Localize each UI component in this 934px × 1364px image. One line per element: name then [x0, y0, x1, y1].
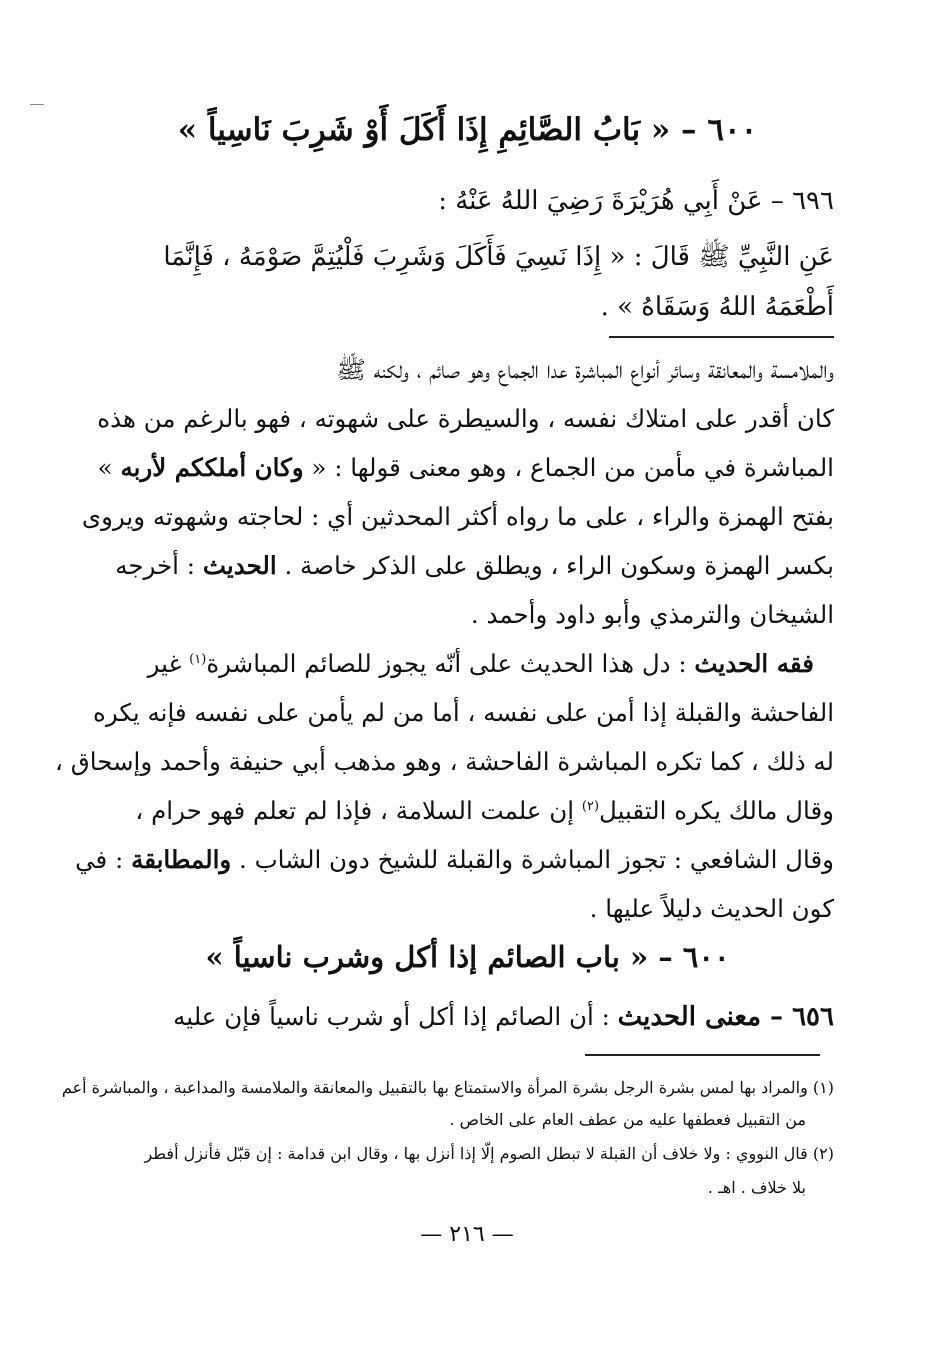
- commentary-line: الشيخان والترمذي وأبو داود وأحمد .: [470, 600, 834, 629]
- commentary-line: كان أقدر على امتلاك نفسه ، والسيطرة على شهوته ، فهو بالرغم من هذه: [97, 404, 834, 433]
- hadith-line-3: أَطْعَمَهُ اللهُ وَسَقَاهُ » .: [600, 292, 834, 322]
- footnote-line: (٢) قال النووي : ولا خلاف أن القبلة لا تبطل الصوم إلّا إذا أنزل بها ، وقال ابن قدامة : إن قبّل فأنزل أفطر: [144, 1144, 834, 1163]
- commentary-line: والملامسة والمعانقة وسائر أنواع المباشرة عدا الجماع وهو صائم ، ولكنه ﷺ: [336, 355, 834, 384]
- text-run: المباشرة في مأمن من الجماع ، وهو معنى قولها : «: [303, 453, 834, 482]
- footnote-line: بلا خلاف . اهـ .: [707, 1178, 806, 1197]
- commentary-line: كون الحديث دليلاً عليها .: [589, 894, 834, 923]
- commentary-line: [99, 551, 834, 580]
- text-run: بكسر الهمزة وسكون الراء ، ويطلق على الذكر خاصة .: [276, 551, 834, 580]
- commentary-line: بفتح الهمزة والراء ، على ما رواه أكثر المحدثين أي : لحاجته وشهوته ويروى: [81, 502, 834, 531]
- commentary-line: الفاحشة والقبلة إذا أمن على نفسه ، أما من لم يأمن على نفسه فإنه يكره: [93, 698, 834, 727]
- commentary-line: [99, 1002, 834, 1032]
- commentary-line: له ذلك ، كما تكره المباشرة الفاحشة ، وهو مذهب أبي حنيفة وأحمد وإسحاق ،: [55, 747, 834, 776]
- hadith-line-2: عَنِ النَّبِيِّ ﷺ قَالَ : « إِذَا نَسِيَ فَأَكَلَ وَشَرِبَ فَلْيُتِمَّ صَوْمَهُ ، فَإِنَّمَا: [163, 242, 834, 272]
- keyword-bold: ٦٥٦ – معنى الحديث: [617, 1002, 834, 1032]
- chapter-heading-2: ٦٠٠ – « باب الصائم إذا أكل وشرب ناسياً »: [205, 940, 730, 974]
- text-run: وقال الشافعي : تجوز المباشرة والقبلة للشيخ دون الشاب .: [231, 845, 834, 874]
- commentary-line: [99, 649, 814, 678]
- footnote-line: من التقبيل فعطفها عليه من عطف العام على الخاص .: [449, 1110, 806, 1129]
- text-run: : في: [75, 845, 132, 874]
- text-run: : أخرجه: [115, 551, 203, 580]
- text-run: »: [97, 453, 121, 482]
- text-run: إن علمت السلامة ، فإذا لم تعلم فهو حرام ،: [135, 796, 582, 825]
- page-number: — ٢١٦ —: [420, 1222, 514, 1247]
- margin-mark: [30, 104, 44, 105]
- footnote-ref: (١): [189, 651, 207, 667]
- keyword-bold: فقه الحديث: [694, 649, 814, 678]
- footnote-line: (١) والمراد بها لمس بشرة الرجل بشرة المرأة والاستمتاع بها بالتقبيل والمعانقة والملامسة والمداعبة ، والمباشرة أعم: [61, 1078, 834, 1097]
- hadith-underline: [609, 336, 834, 338]
- text-run: غير: [147, 649, 190, 678]
- text-run: : دل هذا الحديث على أنّه يجوز للصائم المباشرة: [206, 649, 695, 678]
- commentary-line: [75, 845, 834, 874]
- quote-bold: وكان أملككم لأربه: [120, 453, 304, 482]
- chapter-heading-1: ٦٠٠ – « بَابُ الصَّائِمِ إِذَا أَكَلَ أَوْ شَرِبَ نَاسِياً »: [177, 112, 758, 148]
- commentary-line: [99, 453, 834, 482]
- footnote-ref: (٢): [581, 798, 600, 814]
- hadith-line-1: ٦٩٦ – عَنْ أَبِي هُرَيْرَةَ رَضِيَ اللهُ عَنْهُ :: [438, 186, 834, 216]
- commentary-line: [99, 796, 834, 825]
- text-run: : أن الصائم إذا أكل أو شرب ناسياً فإن عليه: [173, 1002, 618, 1031]
- footnote-separator: [585, 1054, 820, 1056]
- keyword-bold: والمطابقة: [131, 845, 232, 874]
- keyword-bold: الحديث: [202, 551, 277, 580]
- text-run: وقال مالك يكره التقبيل: [599, 796, 834, 825]
